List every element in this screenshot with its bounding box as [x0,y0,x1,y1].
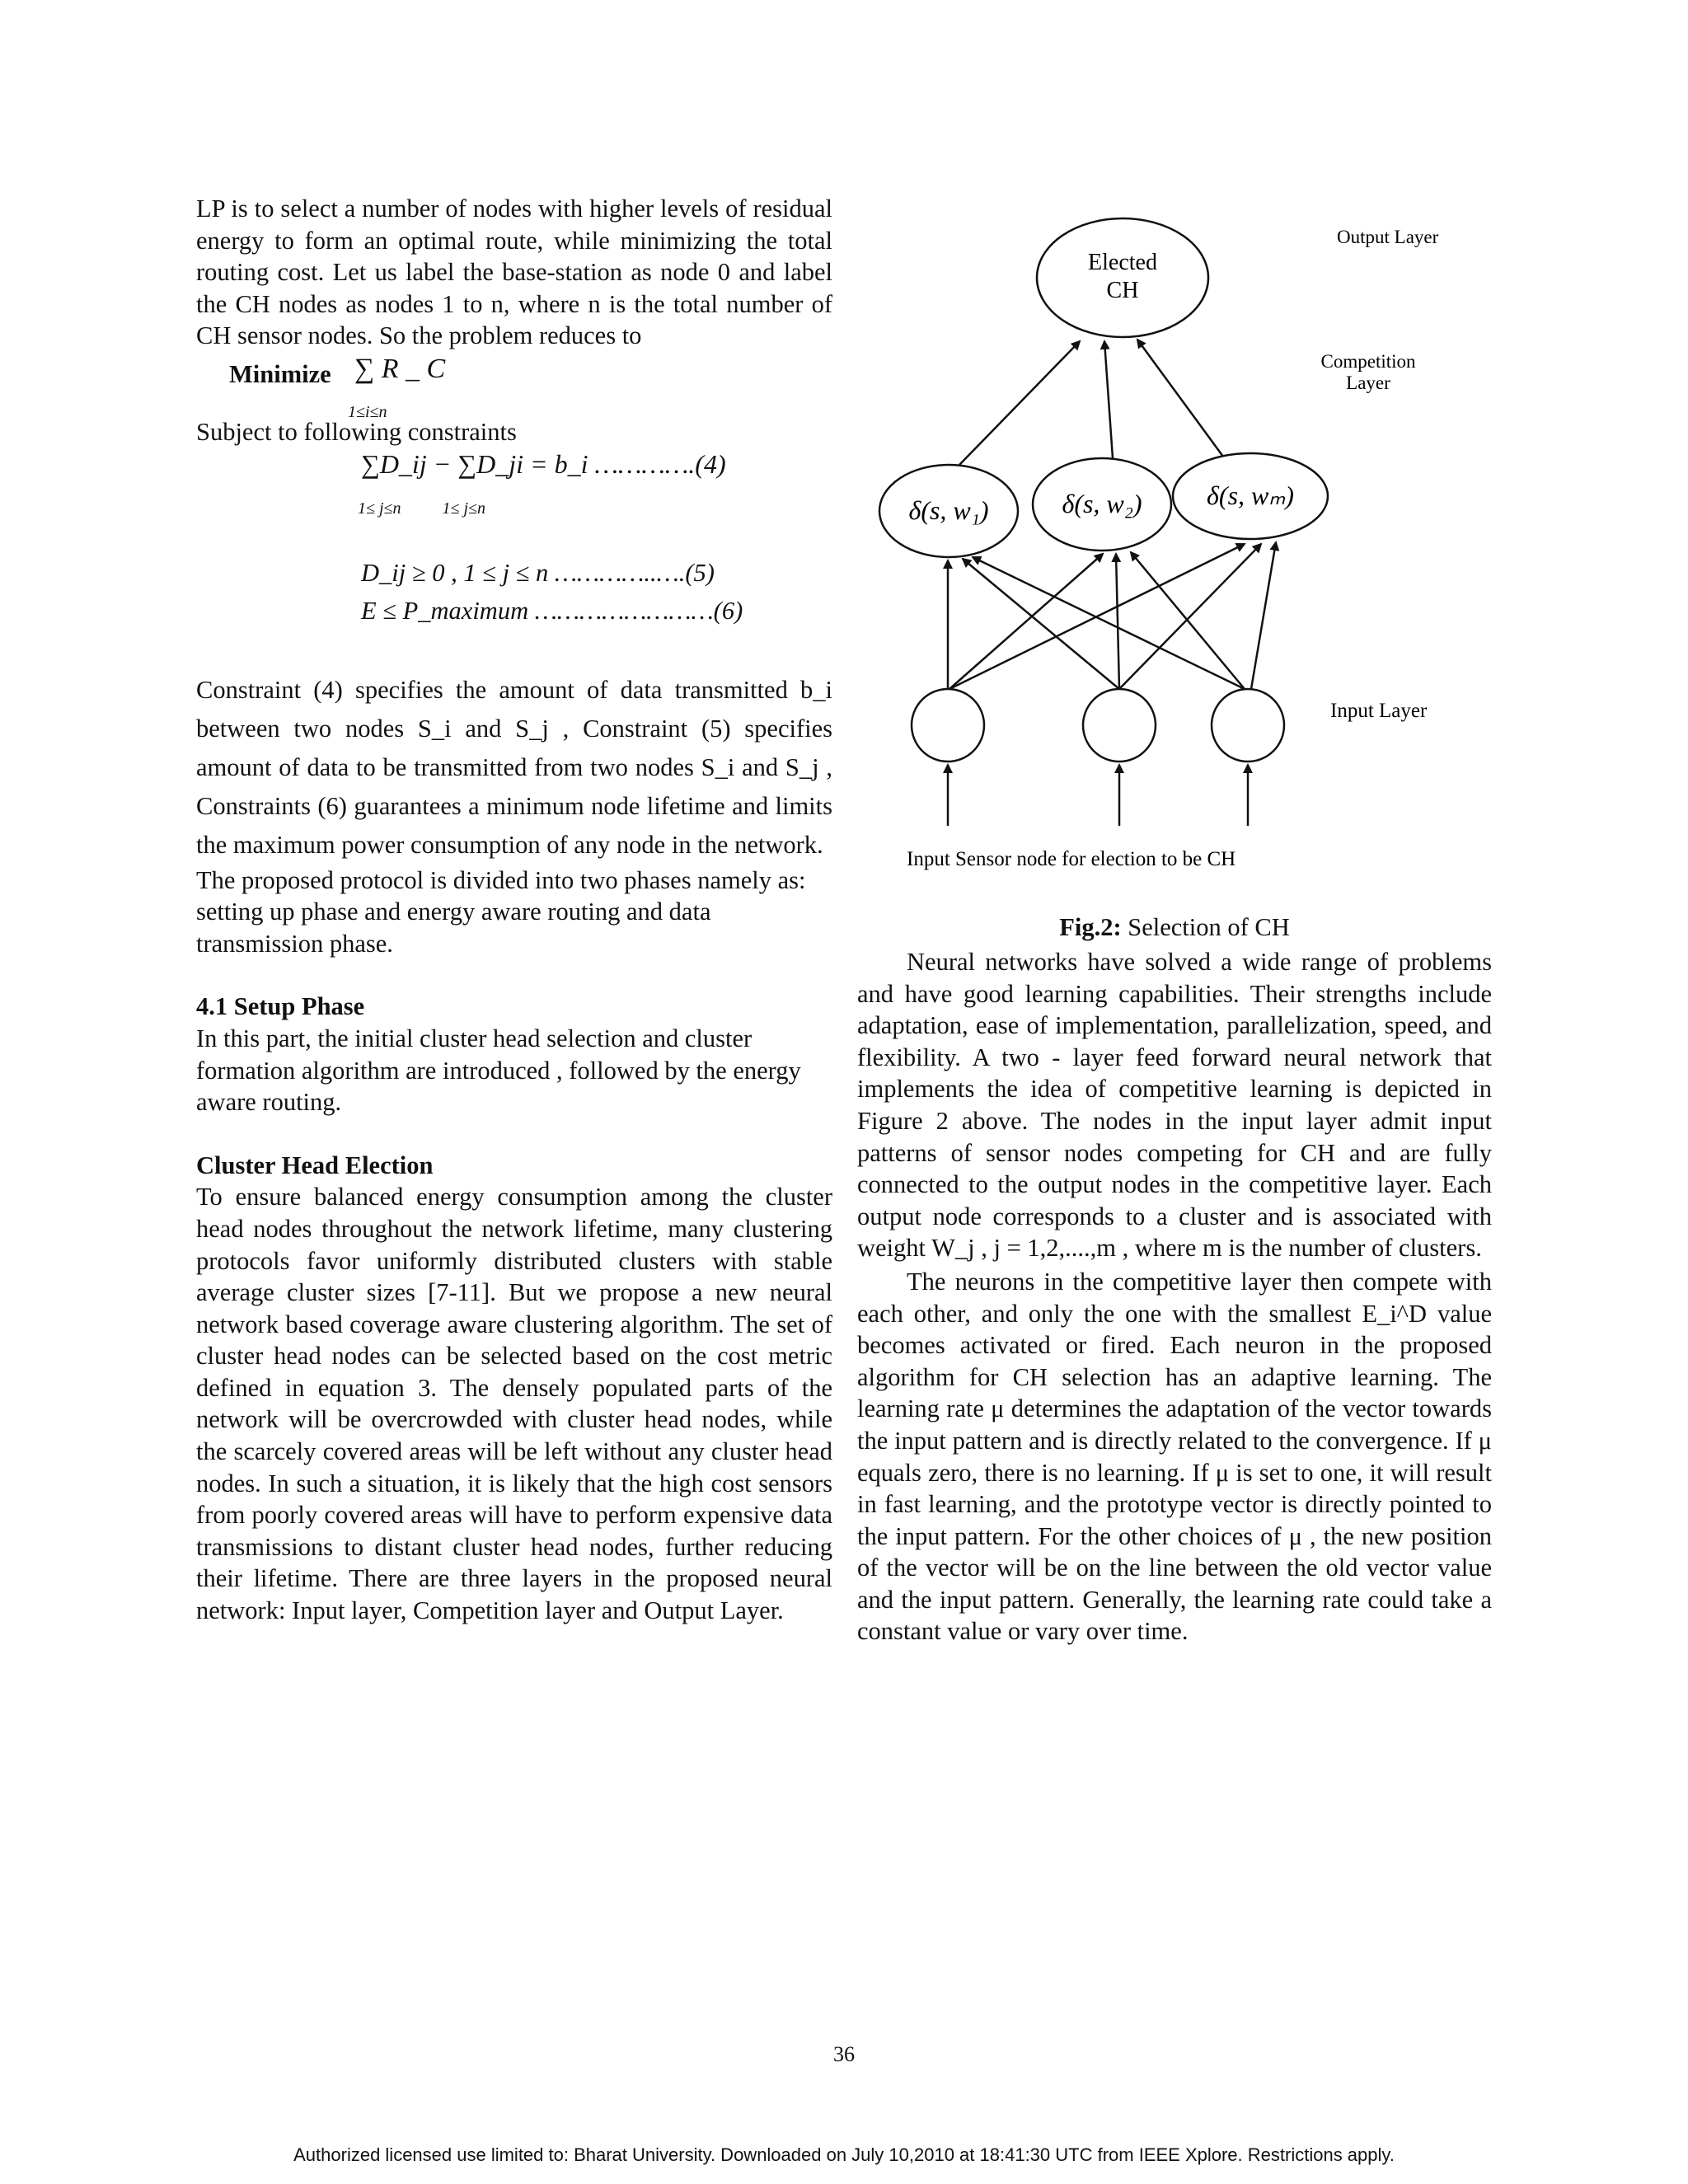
competition-layer-label-1: Competition [1320,351,1416,372]
neural-network-svg [857,191,1492,900]
eq6-expression: E ≤ P_maximum ……………………(6) [361,596,743,625]
minimize-expression: ∑ R _ C [354,353,446,384]
equation-6 [196,595,832,633]
eq4-subscripts: 1≤ j≤n 1≤ j≤n [358,499,486,518]
setup-phase-heading: 4.1 Setup Phase [196,992,365,1021]
equation-5 [196,557,832,595]
setup-phase-paragraph: In this part, the initial cluster head selection and cluster formation algorithm are introduced , followed by the energy aware routing. [196,1024,801,1117]
cluster-head-election-heading: Cluster Head Election [196,1151,434,1179]
right-column [857,946,1492,1647]
input-node-3 [1212,689,1284,762]
neuron-label-m: δ(s, wₘ) [1207,480,1294,510]
left-column [196,193,832,1627]
protocol-paragraph: The proposed protocol is divided into two phases namely as: setting up phase and energy aware routing and data transmission phase. [196,865,806,958]
competitive-layer-paragraph: The neurons in the competitive layer then compete with each other, and only the one with the smallest E_i^D value becomes activated or fired. Each neuron in the proposed algorithm for CH selection has an adaptive learning. The learning rate μ determines the adaptation of the vector towards the input pattern and is directly related to the convergence. If μ equals zero, there is no learning. If μ is set to one, it will result in fast learning, and the prototype vector is directly pointed to the input pattern. For the other choices of μ , the new position of the vector will be on the line between the old vector value and the input pattern. Generally, the learning rate could take a constant value or vary over time. [857,1267,1492,1646]
intro-paragraph: LP is to select a number of nodes with higher levels of residual energy to form an optimal route, while minimizing the total routing cost. Let us label the base-station as node 0 and label the CH nodes as nodes 1 to n, where n is the total number of CH sensor nodes. So the problem reduces to [196,194,832,350]
figure-caption-label: Fig.2: [1059,913,1122,941]
output-node-label-1: Elected [1088,250,1157,275]
input-node-1 [912,689,984,762]
input-layer-label: Input Layer [1330,700,1428,722]
minimize-equation [196,353,832,421]
neural-networks-paragraph: Neural networks have solved a wide range of problems and have good learning capabilities. Their strengths include adaptation, ease of implementation, parallelization, speed, and flexibility. A two - layer feed forward neural network that implements the idea of competitive learning is depicted in Figure 2 above. The nodes in the input layer admit input patterns of sensor nodes competing for CH and are fully connected to the output nodes in the competitive layer. Each output node corresponds to a cluster and is associated with weight W_j , j = 1,2,....,m , where m is the number of clusters. [857,948,1492,1263]
cluster-head-election-paragraph: To ensure balanced energy consumption among the cluster head nodes throughout the network lifetime, many clustering protocols favor uniformly distributed clusters with stable average cluster sizes [7-11]. But we propose a new neural network based coverage aware clustering algorithm. The set of cluster head nodes can be selected based on the cost metric defined in equation 3. The densely populated parts of the network will be overcrowded with cluster head nodes, while the scarcely covered areas will be left without any cluster head nodes. In such a situation, it is likely that the high cost sensors from poorly covered areas will have to perform expensive data transmissions to distant cluster head nodes, further reducing their lifetime. There are three layers in the proposed neural network: Input layer, Competition layer and Output Layer. [196,1183,832,1625]
figure-caption-text: Selection of CH [1121,913,1290,941]
minimize-subscript: 1≤i≤n [348,402,387,421]
minimize-label: Minimize [229,359,331,388]
subject-to-text: Subject to following constraints [196,417,517,446]
constraints-paragraph: Constraint (4) specifies the amount of data transmitted b_i between two nodes S_i and S_j , Constraint (5) specifies amount of data to be transmitted from two nodes S_i and S_j , Constraints (6) guarantees a minimum node lifetime and limits the maximum power consumption of any node in the network. [196,675,832,859]
input-node-2 [1083,689,1156,762]
neuron-label-1: δ(s, w₁) [908,495,989,525]
page-number: 36 [833,2042,855,2066]
input-sensor-caption: Input Sensor node for election to be CH [907,848,1236,870]
figure-caption [857,913,1492,942]
equation-4 [196,448,832,518]
eq5-expression: D_ij ≥ 0 , 1 ≤ j ≤ n …………..….(5) [361,558,715,587]
figure-2-diagram [857,191,1492,900]
competition-layer-label-2: Layer [1346,373,1390,393]
eq4-expression: ∑D_ij − ∑D_ji = b_i ………….(4) [361,448,726,479]
footer-license: Authorized licensed use limited to: Bharat University. Downloaded on July 10,2010 at 18:41:30 UTC from IEEE Xplore. Restrictions apply. [293,2144,1395,2165]
output-layer-label: Output Layer [1337,227,1439,247]
output-node-label-2: CH [1106,278,1139,303]
neuron-label-2: δ(s, w₂) [1062,489,1142,518]
